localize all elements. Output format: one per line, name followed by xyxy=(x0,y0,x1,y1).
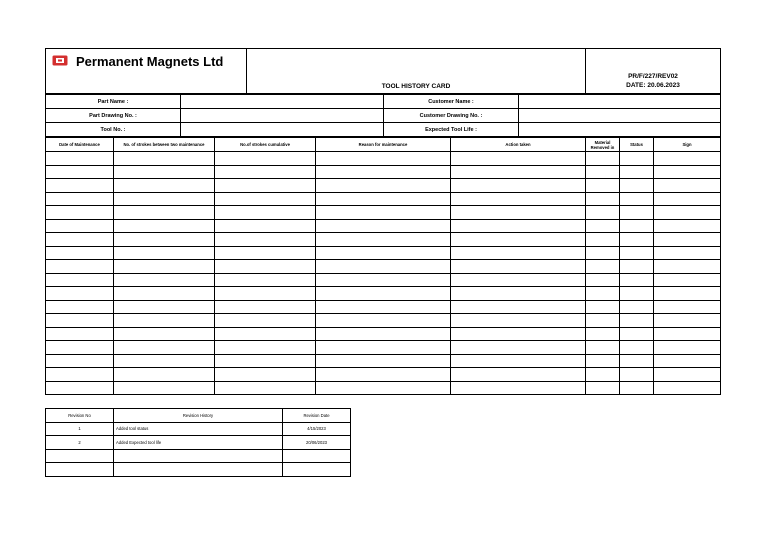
revision-row-empty xyxy=(46,449,351,463)
col-sign: Sign xyxy=(654,138,721,152)
cell-status[interactable] xyxy=(620,368,654,382)
cell-strokes-between[interactable] xyxy=(114,287,215,301)
revision-header-row xyxy=(46,409,351,423)
cell-reason[interactable] xyxy=(316,233,451,247)
cell-strokes-between[interactable] xyxy=(114,327,215,341)
cell-material[interactable] xyxy=(586,354,620,368)
cell-status[interactable] xyxy=(620,179,654,193)
maintenance-row xyxy=(46,368,721,382)
cell-action[interactable] xyxy=(451,300,586,314)
cell-reason[interactable] xyxy=(316,219,451,233)
cell-reason[interactable] xyxy=(316,192,451,206)
cell-material[interactable] xyxy=(586,314,620,328)
cell-strokes-cumulative[interactable] xyxy=(215,206,316,220)
cell-sign[interactable] xyxy=(654,233,721,247)
cell-strokes-between[interactable] xyxy=(114,233,215,247)
cell-action[interactable] xyxy=(451,192,586,206)
doc-date: DATE: 20.06.2023 xyxy=(626,82,680,89)
customer-name-label: Customer Name : xyxy=(384,95,519,109)
cell-action[interactable] xyxy=(451,368,586,382)
part-name-value[interactable] xyxy=(181,95,384,109)
col-strokes-between: No. of strokes between two maintenance xyxy=(114,138,215,152)
cell-action[interactable] xyxy=(451,381,586,395)
rev-date: 20/06/2023 xyxy=(283,436,351,450)
cell-date[interactable] xyxy=(46,233,114,247)
cell-material[interactable] xyxy=(586,327,620,341)
maintenance-row xyxy=(46,246,721,260)
cell-action[interactable] xyxy=(451,179,586,193)
tool-no-value[interactable] xyxy=(181,123,384,137)
part-drawing-value[interactable] xyxy=(181,109,384,123)
cell-date[interactable] xyxy=(46,300,114,314)
cell-sign[interactable] xyxy=(654,179,721,193)
cell-strokes-between[interactable] xyxy=(114,192,215,206)
cell-reason[interactable] xyxy=(316,327,451,341)
cell-material[interactable] xyxy=(586,300,620,314)
part-name-label: Part Name : xyxy=(46,95,181,109)
cell-date[interactable] xyxy=(46,341,114,355)
maintenance-row xyxy=(46,152,721,166)
cell-material[interactable] xyxy=(586,179,620,193)
cell-sign[interactable] xyxy=(654,165,721,179)
cell-strokes-cumulative[interactable] xyxy=(215,260,316,274)
cell-status[interactable] xyxy=(620,152,654,166)
cell-material[interactable] xyxy=(586,246,620,260)
cell-action[interactable] xyxy=(451,287,586,301)
cell-status[interactable] xyxy=(620,341,654,355)
rev-no: 2 xyxy=(46,436,114,450)
cell-sign[interactable] xyxy=(654,273,721,287)
cell-material[interactable] xyxy=(586,273,620,287)
revision-row xyxy=(46,436,351,450)
cell-action[interactable] xyxy=(451,165,586,179)
cell-date[interactable] xyxy=(46,273,114,287)
cell-reason[interactable] xyxy=(316,246,451,260)
rev-col-date: Revision Date xyxy=(283,409,351,423)
rev-history[interactable] xyxy=(114,449,283,463)
tool-no-label: Tool No. : xyxy=(46,123,181,137)
card-title: TOOL HISTORY CARD xyxy=(247,49,586,94)
maintenance-row xyxy=(46,233,721,247)
cell-strokes-cumulative[interactable] xyxy=(215,179,316,193)
maintenance-table xyxy=(45,137,721,395)
cell-status[interactable] xyxy=(620,300,654,314)
cell-strokes-between[interactable] xyxy=(114,165,215,179)
cell-sign[interactable] xyxy=(654,368,721,382)
cell-action[interactable] xyxy=(451,314,586,328)
cell-strokes-between[interactable] xyxy=(114,206,215,220)
expected-life-value[interactable] xyxy=(519,123,721,137)
cell-material[interactable] xyxy=(586,233,620,247)
info-table xyxy=(45,94,721,137)
cell-sign[interactable] xyxy=(654,206,721,220)
customer-drawing-label: Customer Drawing No. : xyxy=(384,109,519,123)
cell-material[interactable] xyxy=(586,192,620,206)
cell-reason[interactable] xyxy=(316,179,451,193)
cell-reason[interactable] xyxy=(316,152,451,166)
cell-status[interactable] xyxy=(620,354,654,368)
cell-strokes-between[interactable] xyxy=(114,219,215,233)
cell-sign[interactable] xyxy=(654,260,721,274)
maintenance-row xyxy=(46,381,721,395)
doc-reference xyxy=(586,49,721,94)
cell-date[interactable] xyxy=(46,152,114,166)
cell-strokes-between[interactable] xyxy=(114,246,215,260)
cell-strokes-cumulative[interactable] xyxy=(215,341,316,355)
cell-action[interactable] xyxy=(451,354,586,368)
cell-strokes-cumulative[interactable] xyxy=(215,354,316,368)
rev-date: 4/15/2023 xyxy=(283,422,351,436)
cell-date[interactable] xyxy=(46,354,114,368)
cell-date[interactable] xyxy=(46,219,114,233)
cell-sign[interactable] xyxy=(654,287,721,301)
cell-date[interactable] xyxy=(46,381,114,395)
cell-material[interactable] xyxy=(586,219,620,233)
maintenance-row xyxy=(46,300,721,314)
cell-reason[interactable] xyxy=(316,287,451,301)
cell-strokes-cumulative[interactable] xyxy=(215,287,316,301)
cell-material[interactable] xyxy=(586,152,620,166)
cell-reason[interactable] xyxy=(316,260,451,274)
col-strokes-cumulative: No.of strokes cumulative xyxy=(215,138,316,152)
rev-date[interactable] xyxy=(283,449,351,463)
cell-sign[interactable] xyxy=(654,246,721,260)
cell-strokes-between[interactable] xyxy=(114,179,215,193)
cell-action[interactable] xyxy=(451,152,586,166)
magnet-logo-icon xyxy=(52,54,68,69)
maintenance-row xyxy=(46,260,721,274)
rev-no[interactable] xyxy=(46,463,114,477)
cell-strokes-between[interactable] xyxy=(114,314,215,328)
maintenance-row xyxy=(46,219,721,233)
rev-col-no: Revision No xyxy=(46,409,114,423)
rev-history: Added tool status xyxy=(114,422,283,436)
cell-strokes-between[interactable] xyxy=(114,273,215,287)
cell-sign[interactable] xyxy=(654,381,721,395)
cell-date[interactable] xyxy=(46,246,114,260)
maintenance-row xyxy=(46,341,721,355)
part-drawing-label: Part Drawing No. : xyxy=(46,109,181,123)
cell-material[interactable] xyxy=(586,368,620,382)
rev-history: Added Expected tool life xyxy=(114,436,283,450)
cell-action[interactable] xyxy=(451,327,586,341)
cell-status[interactable] xyxy=(620,287,654,301)
cell-material[interactable] xyxy=(586,341,620,355)
cell-date[interactable] xyxy=(46,206,114,220)
cell-material[interactable] xyxy=(586,287,620,301)
cell-strokes-between[interactable] xyxy=(114,354,215,368)
col-date: Date of Maintenance xyxy=(46,138,114,152)
cell-strokes-cumulative[interactable] xyxy=(215,381,316,395)
cell-strokes-cumulative[interactable] xyxy=(215,165,316,179)
cell-action[interactable] xyxy=(451,206,586,220)
cell-date[interactable] xyxy=(46,260,114,274)
cell-status[interactable] xyxy=(620,273,654,287)
rev-no[interactable] xyxy=(46,449,114,463)
maintenance-header-row xyxy=(46,138,721,152)
cell-material[interactable] xyxy=(586,381,620,395)
cell-strokes-between[interactable] xyxy=(114,368,215,382)
cell-strokes-between[interactable] xyxy=(114,300,215,314)
cell-status[interactable] xyxy=(620,314,654,328)
cell-strokes-cumulative[interactable] xyxy=(215,273,316,287)
maintenance-row xyxy=(46,327,721,341)
revision-table xyxy=(45,408,351,477)
cell-date[interactable] xyxy=(46,368,114,382)
cell-strokes-cumulative[interactable] xyxy=(215,192,316,206)
expected-life-label: Expected Tool Life : xyxy=(384,123,519,137)
cell-reason[interactable] xyxy=(316,354,451,368)
cell-reason[interactable] xyxy=(316,165,451,179)
col-status: Status xyxy=(620,138,654,152)
cell-status[interactable] xyxy=(620,246,654,260)
cell-sign[interactable] xyxy=(654,300,721,314)
rev-history[interactable] xyxy=(114,463,283,477)
cell-action[interactable] xyxy=(451,273,586,287)
maintenance-row xyxy=(46,287,721,301)
maintenance-row xyxy=(46,206,721,220)
cell-date[interactable] xyxy=(46,192,114,206)
customer-drawing-value[interactable] xyxy=(519,109,721,123)
cell-sign[interactable] xyxy=(654,152,721,166)
cell-reason[interactable] xyxy=(316,341,451,355)
cell-strokes-cumulative[interactable] xyxy=(215,219,316,233)
maintenance-row xyxy=(46,179,721,193)
maintenance-row xyxy=(46,192,721,206)
cell-status[interactable] xyxy=(620,260,654,274)
rev-date[interactable] xyxy=(283,463,351,477)
cell-action[interactable] xyxy=(451,219,586,233)
cell-sign[interactable] xyxy=(654,219,721,233)
cell-strokes-cumulative[interactable] xyxy=(215,368,316,382)
cell-date[interactable] xyxy=(46,179,114,193)
maintenance-row xyxy=(46,273,721,287)
maintenance-row xyxy=(46,165,721,179)
company-cell xyxy=(46,49,247,94)
cell-strokes-cumulative[interactable] xyxy=(215,152,316,166)
cell-date[interactable] xyxy=(46,287,114,301)
cell-action[interactable] xyxy=(451,260,586,274)
cell-status[interactable] xyxy=(620,219,654,233)
col-material: Material Removed in xyxy=(586,138,620,152)
cell-status[interactable] xyxy=(620,165,654,179)
cell-status[interactable] xyxy=(620,381,654,395)
cell-reason[interactable] xyxy=(316,206,451,220)
cell-action[interactable] xyxy=(451,233,586,247)
cell-material[interactable] xyxy=(586,206,620,220)
cell-reason[interactable] xyxy=(316,273,451,287)
cell-material[interactable] xyxy=(586,165,620,179)
customer-name-value[interactable] xyxy=(519,95,721,109)
cell-strokes-between[interactable] xyxy=(114,381,215,395)
cell-material[interactable] xyxy=(586,260,620,274)
cell-date[interactable] xyxy=(46,165,114,179)
cell-strokes-cumulative[interactable] xyxy=(215,246,316,260)
cell-sign[interactable] xyxy=(654,192,721,206)
cell-status[interactable] xyxy=(620,192,654,206)
cell-date[interactable] xyxy=(46,327,114,341)
header-table xyxy=(45,48,721,94)
company-name: Permanent Magnets Ltd xyxy=(76,54,224,70)
rev-col-history: Revision History xyxy=(114,409,283,423)
cell-reason[interactable] xyxy=(316,314,451,328)
rev-no: 1 xyxy=(46,422,114,436)
maintenance-row xyxy=(46,314,721,328)
cell-reason[interactable] xyxy=(316,368,451,382)
cell-status[interactable] xyxy=(620,327,654,341)
cell-reason[interactable] xyxy=(316,381,451,395)
cell-strokes-cumulative[interactable] xyxy=(215,233,316,247)
revision-row-empty xyxy=(46,463,351,477)
cell-strokes-cumulative[interactable] xyxy=(215,327,316,341)
cell-sign[interactable] xyxy=(654,327,721,341)
col-reason: Reason for maintenance xyxy=(316,138,451,152)
cell-sign[interactable] xyxy=(654,314,721,328)
cell-reason[interactable] xyxy=(316,300,451,314)
revision-row xyxy=(46,422,351,436)
cell-date[interactable] xyxy=(46,314,114,328)
cell-strokes-between[interactable] xyxy=(114,260,215,274)
cell-status[interactable] xyxy=(620,206,654,220)
cell-strokes-between[interactable] xyxy=(114,152,215,166)
cell-status[interactable] xyxy=(620,233,654,247)
cell-strokes-cumulative[interactable] xyxy=(215,300,316,314)
cell-strokes-cumulative[interactable] xyxy=(215,314,316,328)
cell-sign[interactable] xyxy=(654,354,721,368)
cell-strokes-between[interactable] xyxy=(114,341,215,355)
cell-action[interactable] xyxy=(451,246,586,260)
cell-action[interactable] xyxy=(451,341,586,355)
maintenance-row xyxy=(46,354,721,368)
doc-number: PR/F/227/REV02 xyxy=(628,73,678,80)
col-action: Action taken xyxy=(451,138,586,152)
cell-sign[interactable] xyxy=(654,341,721,355)
tool-history-card xyxy=(45,48,720,395)
